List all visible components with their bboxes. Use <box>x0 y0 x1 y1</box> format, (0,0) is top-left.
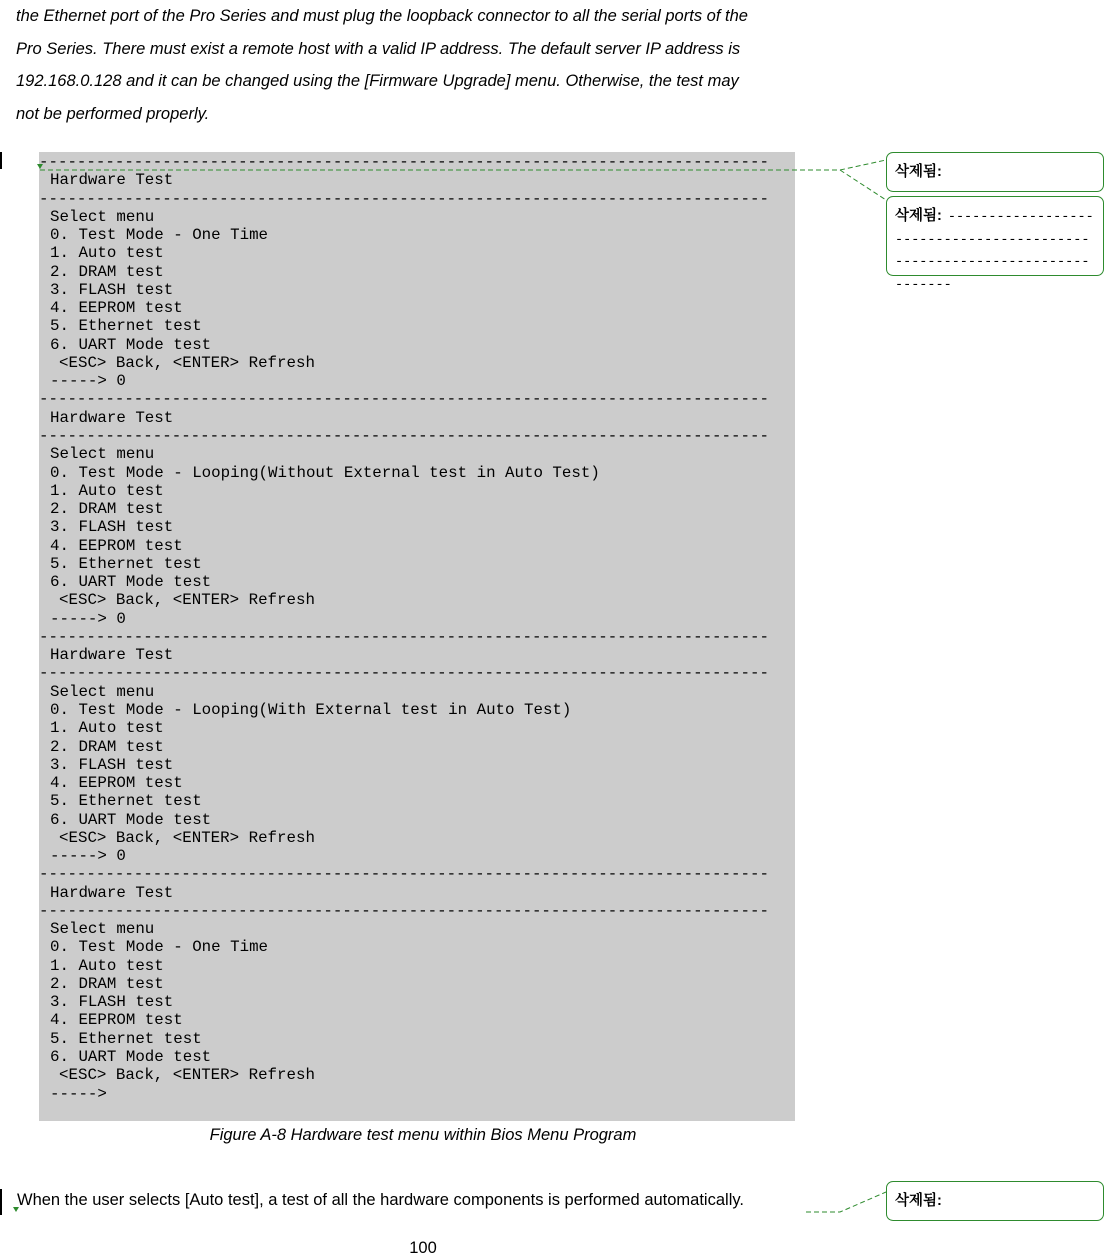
terminal-line: 0. Test Mode - One Time <box>50 938 269 957</box>
terminal-line: <ESC> Back, <ENTER> Refresh <box>59 591 315 610</box>
terminal-line: -----> <box>50 1084 107 1103</box>
terminal-separator: ----------------------------------------------------------------------------- <box>39 627 769 646</box>
deletion-comment[interactable] <box>886 152 1104 192</box>
terminal-line: 4. EEPROM test <box>50 1011 183 1030</box>
terminal-line: 2. DRAM test <box>50 737 164 756</box>
terminal-line: Select menu <box>50 207 155 226</box>
terminal-output <box>39 152 795 1121</box>
terminal-line: 0. Test Mode - Looping(Without External test in Auto Test) <box>50 463 600 482</box>
terminal-separator: ----------------------------------------------------------------------------- <box>39 189 769 208</box>
terminal-separator: ----------------------------------------------------------------------------- <box>39 426 769 445</box>
terminal-line: 4. EEPROM test <box>50 536 183 555</box>
deletion-comment[interactable] <box>886 196 1104 293</box>
terminal-lines <box>39 153 769 1103</box>
terminal-line: 3. FLASH test <box>50 755 174 774</box>
terminal-line: 3. FLASH test <box>50 993 174 1012</box>
terminal-line: 2. DRAM test <box>50 974 164 993</box>
terminal-line: 2. DRAM test <box>50 500 164 519</box>
terminal-line: 1. Auto test <box>50 719 164 738</box>
terminal-line: 1. Auto test <box>50 956 164 975</box>
terminal-line: Hardware Test <box>50 646 174 665</box>
terminal-line: 1. Auto test <box>50 481 164 500</box>
terminal-line: Hardware Test <box>50 171 174 190</box>
comment-label: 삭제됨: <box>895 1193 942 1209</box>
terminal-line: 4. EEPROM test <box>50 299 183 318</box>
terminal-separator: ----------------------------------------------------------------------------- <box>39 865 769 884</box>
terminal-line: 5. Ethernet test <box>50 792 202 811</box>
terminal-line: -----> 0 <box>50 847 126 866</box>
terminal-line: 0. Test Mode - One Time <box>50 226 269 245</box>
terminal-line: Select menu <box>50 682 155 701</box>
change-bar <box>0 1189 2 1215</box>
terminal-line: 2. DRAM test <box>50 262 164 281</box>
terminal-line: Select menu <box>50 445 155 464</box>
terminal-line: 3. FLASH test <box>50 280 174 299</box>
page-number: 100 <box>409 1239 437 1257</box>
terminal-line: Select menu <box>50 920 155 939</box>
intro-line: 192.168.0.128 and it can be changed using the [Firmware Upgrade] menu. Otherwise, the test may <box>16 72 739 90</box>
terminal-line: 1. Auto test <box>50 244 164 263</box>
comment-anchor-icon <box>13 1207 19 1212</box>
terminal-line: -----> 0 <box>50 609 126 628</box>
figure-caption: Figure A-8 Hardware test menu within Bios Menu Program <box>209 1126 637 1144</box>
change-bar <box>0 152 2 169</box>
terminal-separator: ----------------------------------------------------------------------------- <box>39 664 769 683</box>
intro-line: not be performed properly. <box>16 104 210 123</box>
terminal-line: 5. Ethernet test <box>50 1029 202 1048</box>
terminal-line: 5. Ethernet test <box>50 317 202 336</box>
terminal-line: 0. Test Mode - Looping(With External test in Auto Test) <box>50 700 572 719</box>
terminal-line: 3. FLASH test <box>50 518 174 537</box>
deletion-comment[interactable] <box>886 1181 1104 1221</box>
terminal-line: <ESC> Back, <ENTER> Refresh <box>59 828 315 847</box>
terminal-line: 4. EEPROM test <box>50 774 183 793</box>
intro-paragraph <box>16 0 830 130</box>
comment-text: ------------------------------------------------------------------------- <box>895 210 1094 293</box>
body-paragraph: When the user selects [Auto test], a test of all the hardware components is performed automatically. <box>17 1191 744 1209</box>
intro-line: the Ethernet port of the Pro Series and must plug the loopback connector to all the serial ports of the <box>16 7 748 25</box>
terminal-line: 6. UART Mode test <box>50 335 212 354</box>
terminal-line: -----> 0 <box>50 372 126 391</box>
terminal-separator: ----------------------------------------------------------------------------- <box>39 390 769 409</box>
intro-line: Pro Series. There must exist a remote host with a valid IP address. The default server IP address is <box>16 39 741 58</box>
comment-label: 삭제됨: <box>895 208 942 224</box>
terminal-line: <ESC> Back, <ENTER> Refresh <box>59 353 315 372</box>
terminal-line: 6. UART Mode test <box>50 810 212 829</box>
terminal-separator: ----------------------------------------------------------------------------- <box>39 901 769 920</box>
terminal-line: Hardware Test <box>50 883 174 902</box>
terminal-line: <ESC> Back, <ENTER> Refresh <box>59 1066 315 1085</box>
terminal-separator: ----------------------------------------------------------------------------- <box>39 153 769 171</box>
terminal-line: 6. UART Mode test <box>50 1048 212 1067</box>
terminal-line: 6. UART Mode test <box>50 573 212 592</box>
comment-label: 삭제됨: <box>895 164 942 180</box>
comment-anchor-icon <box>37 164 43 169</box>
terminal-line: 5. Ethernet test <box>50 554 202 573</box>
terminal-line: Hardware Test <box>50 408 174 427</box>
